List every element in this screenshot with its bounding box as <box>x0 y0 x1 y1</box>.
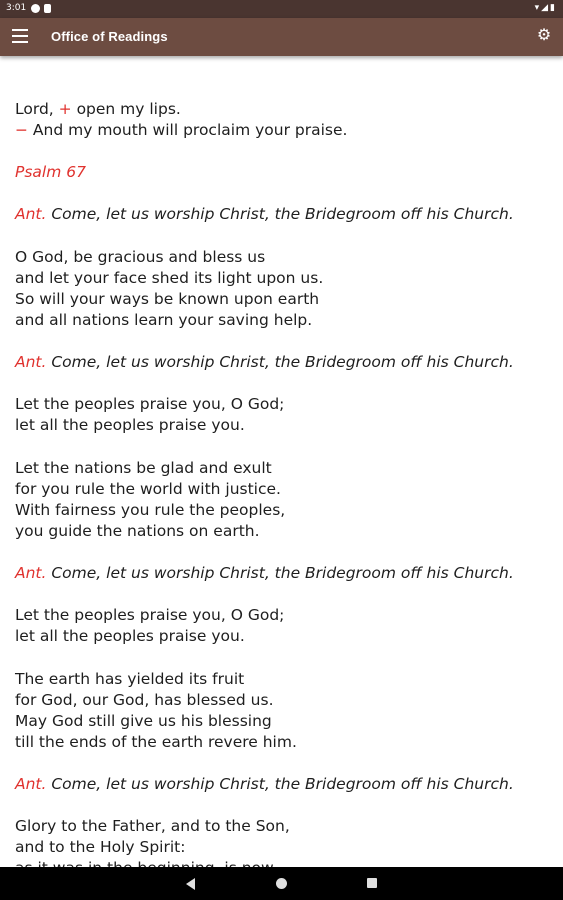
back-icon[interactable] <box>186 878 195 890</box>
antiphon-label: Ant. <box>15 564 47 583</box>
antiphon <box>15 204 555 225</box>
antiphon-text: Come, let us worship Christ, the Bridegroom off his Church. <box>46 353 514 372</box>
wifi-battery-icon: ▾◢▮ <box>534 3 557 13</box>
stanza-line: The earth has yielded its fruit <box>15 669 245 688</box>
antiphon <box>15 563 555 584</box>
stanza-line: So will your ways be known upon earth <box>15 289 320 308</box>
antiphon-text: Come, let us worship Christ, the Bridegroom off his Church. <box>46 205 514 224</box>
stanza-line: Glory to the Father, and to the Son, <box>15 817 290 836</box>
stanza-line: you guide the nations on earth. <box>15 521 260 540</box>
response-dash: − <box>15 121 28 140</box>
notification-icon <box>31 4 40 13</box>
stanza-line: and let your face shed its light upon us. <box>15 268 324 287</box>
stanza-line: May God still give us his blessing <box>15 711 272 730</box>
status-time: 3:01 <box>6 3 27 13</box>
stanza-line: Let the peoples praise you, O God; <box>15 395 285 414</box>
stanza-line: let all the peoples praise you. <box>15 627 245 646</box>
app-bar <box>0 18 563 56</box>
page-title: Office of Readings <box>51 29 168 44</box>
stanza-line: for you rule the world with justice. <box>15 479 281 498</box>
stanza-line: Let the peoples praise you, O God; <box>15 606 285 625</box>
stanza-line: for God, our God, has blessed us. <box>15 690 274 709</box>
versicle-text-end: open my lips. <box>71 100 181 118</box>
cross-icon: + <box>58 100 72 118</box>
hamburger-menu-icon[interactable] <box>12 29 28 43</box>
antiphon-text: Come, let us worship Christ, the Bridegroom off his Church. <box>46 564 514 583</box>
home-icon[interactable] <box>276 878 287 889</box>
response <box>15 120 555 141</box>
versicle <box>15 99 555 120</box>
antiphon-label: Ant. <box>15 353 47 372</box>
antiphon <box>15 774 555 795</box>
sd-card-icon <box>44 4 51 13</box>
stanza-line: With fairness you rule the peoples, <box>15 500 286 519</box>
gear-icon[interactable]: ⚙ <box>536 27 552 44</box>
antiphon-label: Ant. <box>15 775 47 793</box>
stanza-line: till the ends of the earth revere him. <box>15 732 297 751</box>
stanza-line: and to the Holy Spirit: <box>15 838 186 857</box>
psalm-title: Psalm 67 <box>15 163 86 182</box>
stanza-line: let all the peoples praise you. <box>15 416 245 435</box>
reading-content <box>15 99 555 879</box>
antiphon <box>15 352 555 373</box>
antiphon-text: Come, let us worship Christ, the Bridegroom off his Church. <box>46 775 514 793</box>
stanza-line: O God, be gracious and bless us <box>15 247 266 266</box>
stanza-line: Let the nations be glad and exult <box>15 458 272 477</box>
stanza-line: and all nations learn your saving help. <box>15 310 313 329</box>
status-bar <box>0 0 563 18</box>
response-text: And my mouth will proclaim your praise. <box>28 121 348 140</box>
navigation-bar <box>0 867 563 900</box>
versicle-text: Lord, <box>15 100 59 118</box>
antiphon-label: Ant. <box>15 205 47 224</box>
recents-icon[interactable] <box>367 878 377 888</box>
